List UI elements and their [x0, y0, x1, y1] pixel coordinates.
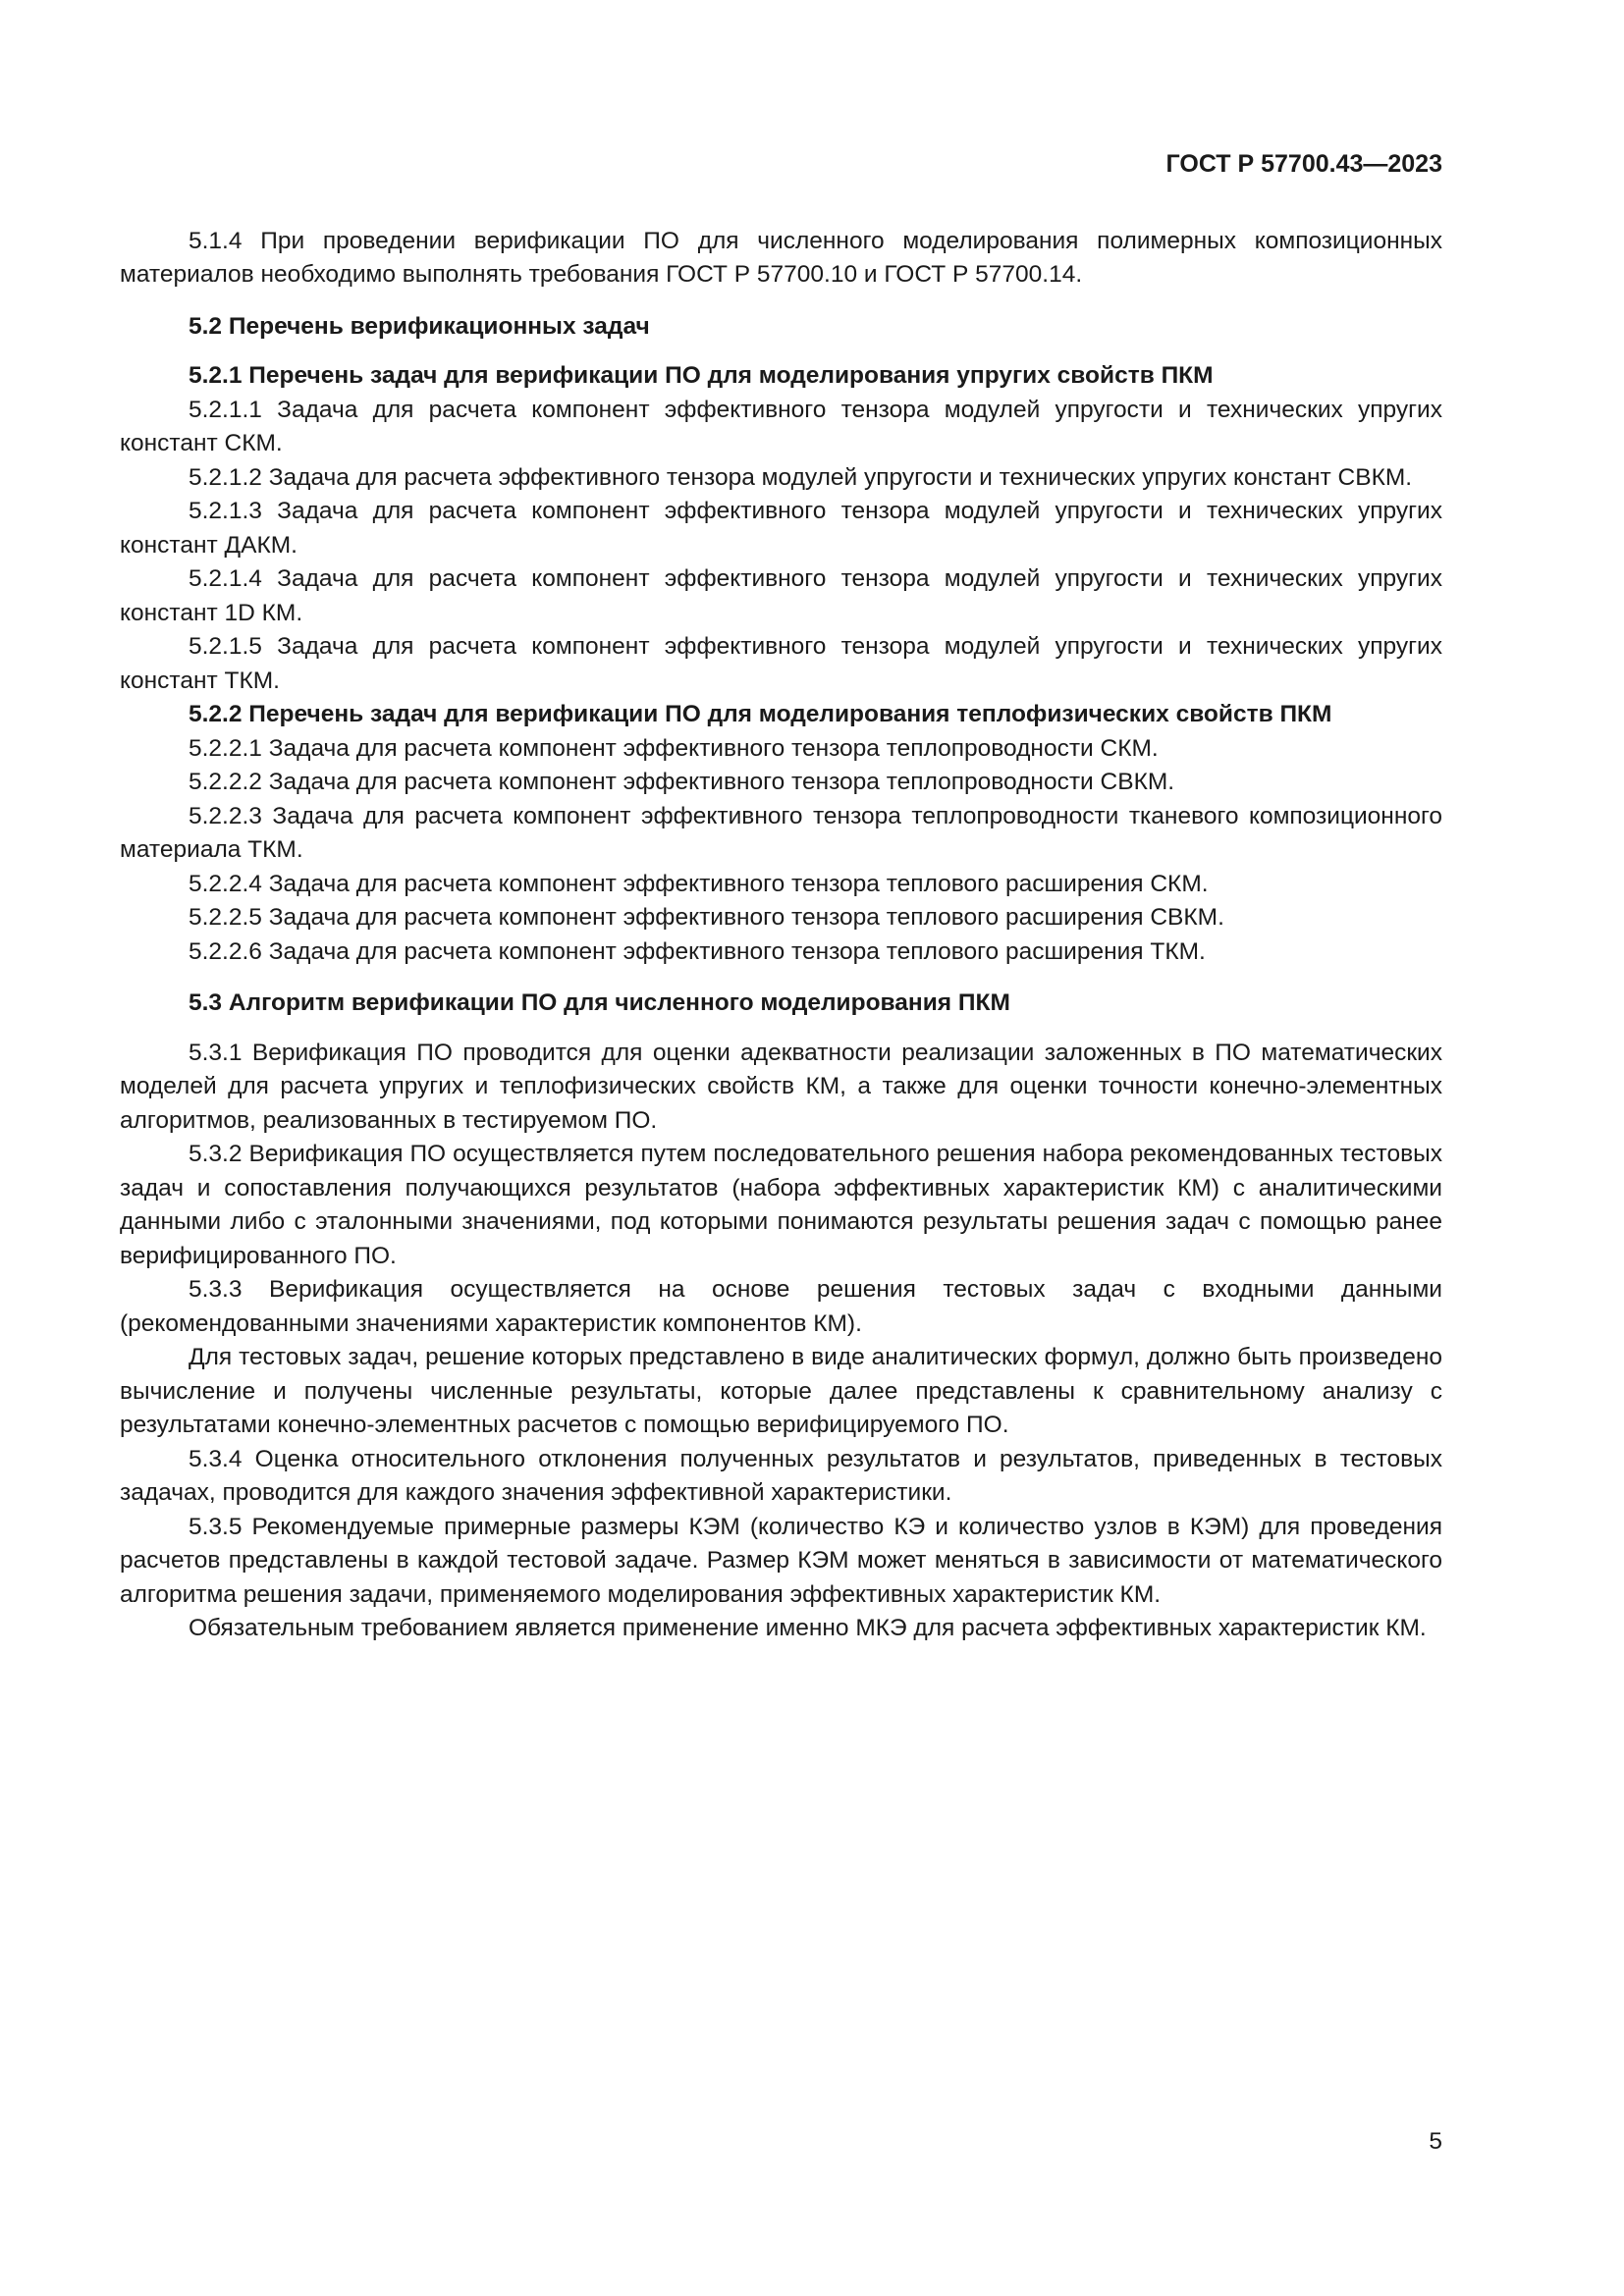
paragraph-5-2-2-3: 5.2.2.3 Задача для расчета компонент эффективного тензора теплопроводности тканевого композиционного материала ТКМ.: [120, 802, 1442, 863]
paragraph-5-2-2-6: 5.2.2.6 Задача для расчета компонент эффективного тензора теплового расширения ТКМ.: [189, 937, 1206, 965]
paragraph-5-2-2-5: 5.2.2.5 Задача для расчета компонент эффективного тензора теплового расширения СВКМ.: [189, 904, 1224, 931]
paragraph-5-2-1-2: 5.2.1.2 Задача для расчета эффективного тензора модулей упругости и технических упругих констант СВКМ.: [189, 463, 1413, 491]
paragraph-5-2-1-1: 5.2.1.1 Задача для расчета компонент эффективного тензора модулей упругости и технических упругих констант СКМ.: [120, 396, 1442, 456]
paragraph-5-3-2: 5.3.2 Верификация ПО осуществляется путем последовательного решения набора рекомендованных тестовых задач и сопоставления получающихся результатов (набора эффективных характеристик КМ) с аналитическими данными либо с эталонными значениями, под которыми понимаются результаты решения задач с помощью ранее верифицированного ПО.: [120, 1141, 1442, 1269]
paragraph-5-3-5: 5.3.5 Рекомендуемые примерные размеры КЭМ (количество КЭ и количество узлов в КЭМ) для проведения расчетов представлены в каждой тестовой задаче. Размер КЭМ может меняться в зависимости от математического алгоритма решения задачи, применяемого моделирования эффективных характеристик КМ.: [120, 1513, 1442, 1608]
paragraph-5-3-3: 5.3.3 Верификация осуществляется на основе решения тестовых задач с входными данными (рекомендованными значениями характеристик компонентов КМ).: [120, 1276, 1442, 1337]
paragraph-5-2-2-1: 5.2.2.1 Задача для расчета компонент эффективного тензора теплопроводности СКМ.: [189, 734, 1159, 762]
page-number: 5: [1429, 2128, 1442, 2155]
paragraph-5-3-3-continued: Для тестовых задач, решение которых представлено в виде аналитических формул, должно быть произведено вычисление и получены численные результаты, которые далее представлены к сравнительному анализу с результатами конечно-элементных расчетов с помощью верифицируемого ПО.: [120, 1344, 1442, 1438]
subsection-heading-5-2-1: 5.2.1 Перечень задач для верификации ПО для моделирования упругих свойств ПКМ: [189, 362, 1214, 389]
section-heading-5-2: 5.2 Перечень верификационных задач: [189, 312, 650, 340]
paragraph-5-1-4: 5.1.4 При проведении верификации ПО для численного моделирования полимерных композиционных материалов необходимо выполнять требования ГОСТ Р 57700.10 и ГОСТ Р 57700.14.: [120, 227, 1442, 288]
paragraph-5-3-4: 5.3.4 Оценка относительного отклонения полученных результатов и результатов, приведенных в тестовых задачах, проводится для каждого значения эффективной характеристики.: [120, 1445, 1442, 1506]
paragraph-5-3-5-continued: Обязательным требованием является применение именно МКЭ для расчета эффективных характеристик КМ.: [189, 1615, 1427, 1641]
paragraph-5-2-1-3: 5.2.1.3 Задача для расчета компонент эффективного тензора модулей упругости и технических упругих констант ДАКМ.: [120, 498, 1442, 559]
subsection-heading-5-2-2: 5.2.2 Перечень задач для верификации ПО для моделирования теплофизических свойств ПКМ: [189, 701, 1332, 727]
paragraph-5-2-1-4: 5.2.1.4 Задача для расчета компонент эффективного тензора модулей упругости и технических упругих констант 1D КМ.: [120, 565, 1442, 626]
paragraph-5-2-1-5: 5.2.1.5 Задача для расчета компонент эффективного тензора модулей упругости и технических упругих констант ТКМ.: [120, 633, 1442, 694]
paragraph-5-3-1: 5.3.1 Верификация ПО проводится для оценки адекватности реализации заложенных в ПО математических моделей для расчета упругих и теплофизических свойств КМ, а также для оценки точности конечно-элементных алгоритмов, реализованных в тестируемом ПО.: [120, 1039, 1442, 1134]
document-code-header: ГОСТ Р 57700.43—2023: [1165, 150, 1442, 178]
section-heading-5-3: 5.3 Алгоритм верификации ПО для численного моделирования ПКМ: [189, 989, 1010, 1016]
paragraph-5-2-2-2: 5.2.2.2 Задача для расчета компонент эффективного тензора теплопроводности СВКМ.: [189, 769, 1175, 795]
paragraph-5-2-2-4: 5.2.2.4 Задача для расчета компонент эффективного тензора теплового расширения СКМ.: [189, 870, 1209, 897]
